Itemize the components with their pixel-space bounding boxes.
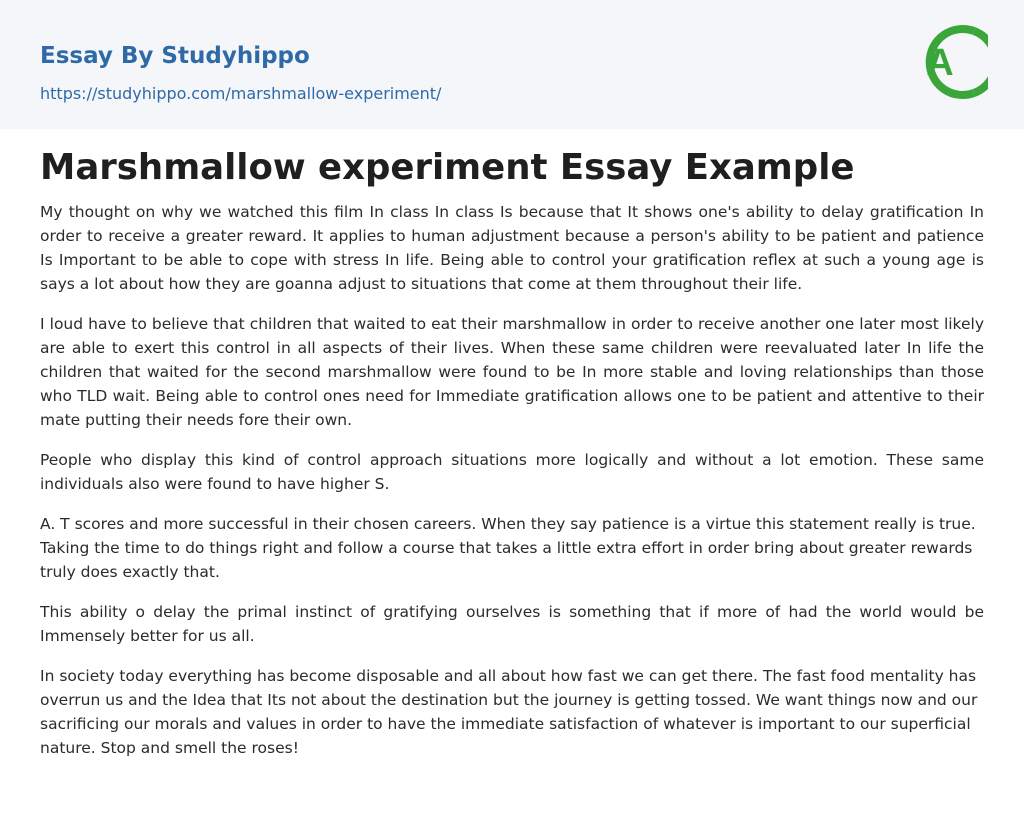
- essay-body: [40, 200, 984, 776]
- brand-title[interactable]: Essay By Studyhippo: [40, 43, 310, 69]
- essay-paragraph: My thought on why we watched this film In class In class Is because that It shows one's ability to delay gratification In order to receive a greater reward. It applies to human adjustment because a person's ability to be patient and patience Is Important to be able to cope with stress In life. Being able to control your gratification reflex at such a young age is says a lot about how they are goanna adjust to situations that come at them throughout their life.: [40, 203, 984, 293]
- essay-paragraph: This ability o delay the primal instinct of gratifying ourselves is something that if more of had the world would be Immensely better for us all.: [40, 603, 984, 645]
- studyhippo-logo-icon[interactable]: [912, 18, 988, 106]
- logo-letter: A: [926, 42, 954, 84]
- essay-paragraph: I loud have to believe that children that waited to eat their marshmallow in order to receive another one later most likely are able to exert this control in all aspects of their lives. When these same children were reevaluated later In life the children that waited for the second marshmallow were found to be In more stable and loving relationships than those who TLD wait. Being able to control ones need for Immediate gratification allows one to be patient and attentive to their mate putting their needs fore their own.: [40, 315, 984, 429]
- essay-paragraph: A. T scores and more successful in their chosen careers. When they say patience is a virtue this statement really is true. Taking the time to do things right and follow a course that takes a little extra effort in order bring about greater rewards truly does exactly that.: [40, 515, 976, 581]
- essay-paragraph: People who display this kind of control approach situations more logically and without a lot emotion. These same individuals also were found to have higher S.: [40, 451, 984, 493]
- essay-paragraph: In society today everything has become disposable and all about how fast we can get there. The fast food mentality has overrun us and the Idea that Its not about the destination but the journey is getting tossed. We want things now and our sacrificing our morals and values in order to have the immediate satisfaction of whatever is important to our superficial nature. Stop and smell the roses!: [40, 667, 978, 757]
- page-title: Marshmallow experiment Essay Example: [40, 147, 855, 188]
- source-url-link[interactable]: https://studyhippo.com/marshmallow-experiment/: [40, 84, 442, 103]
